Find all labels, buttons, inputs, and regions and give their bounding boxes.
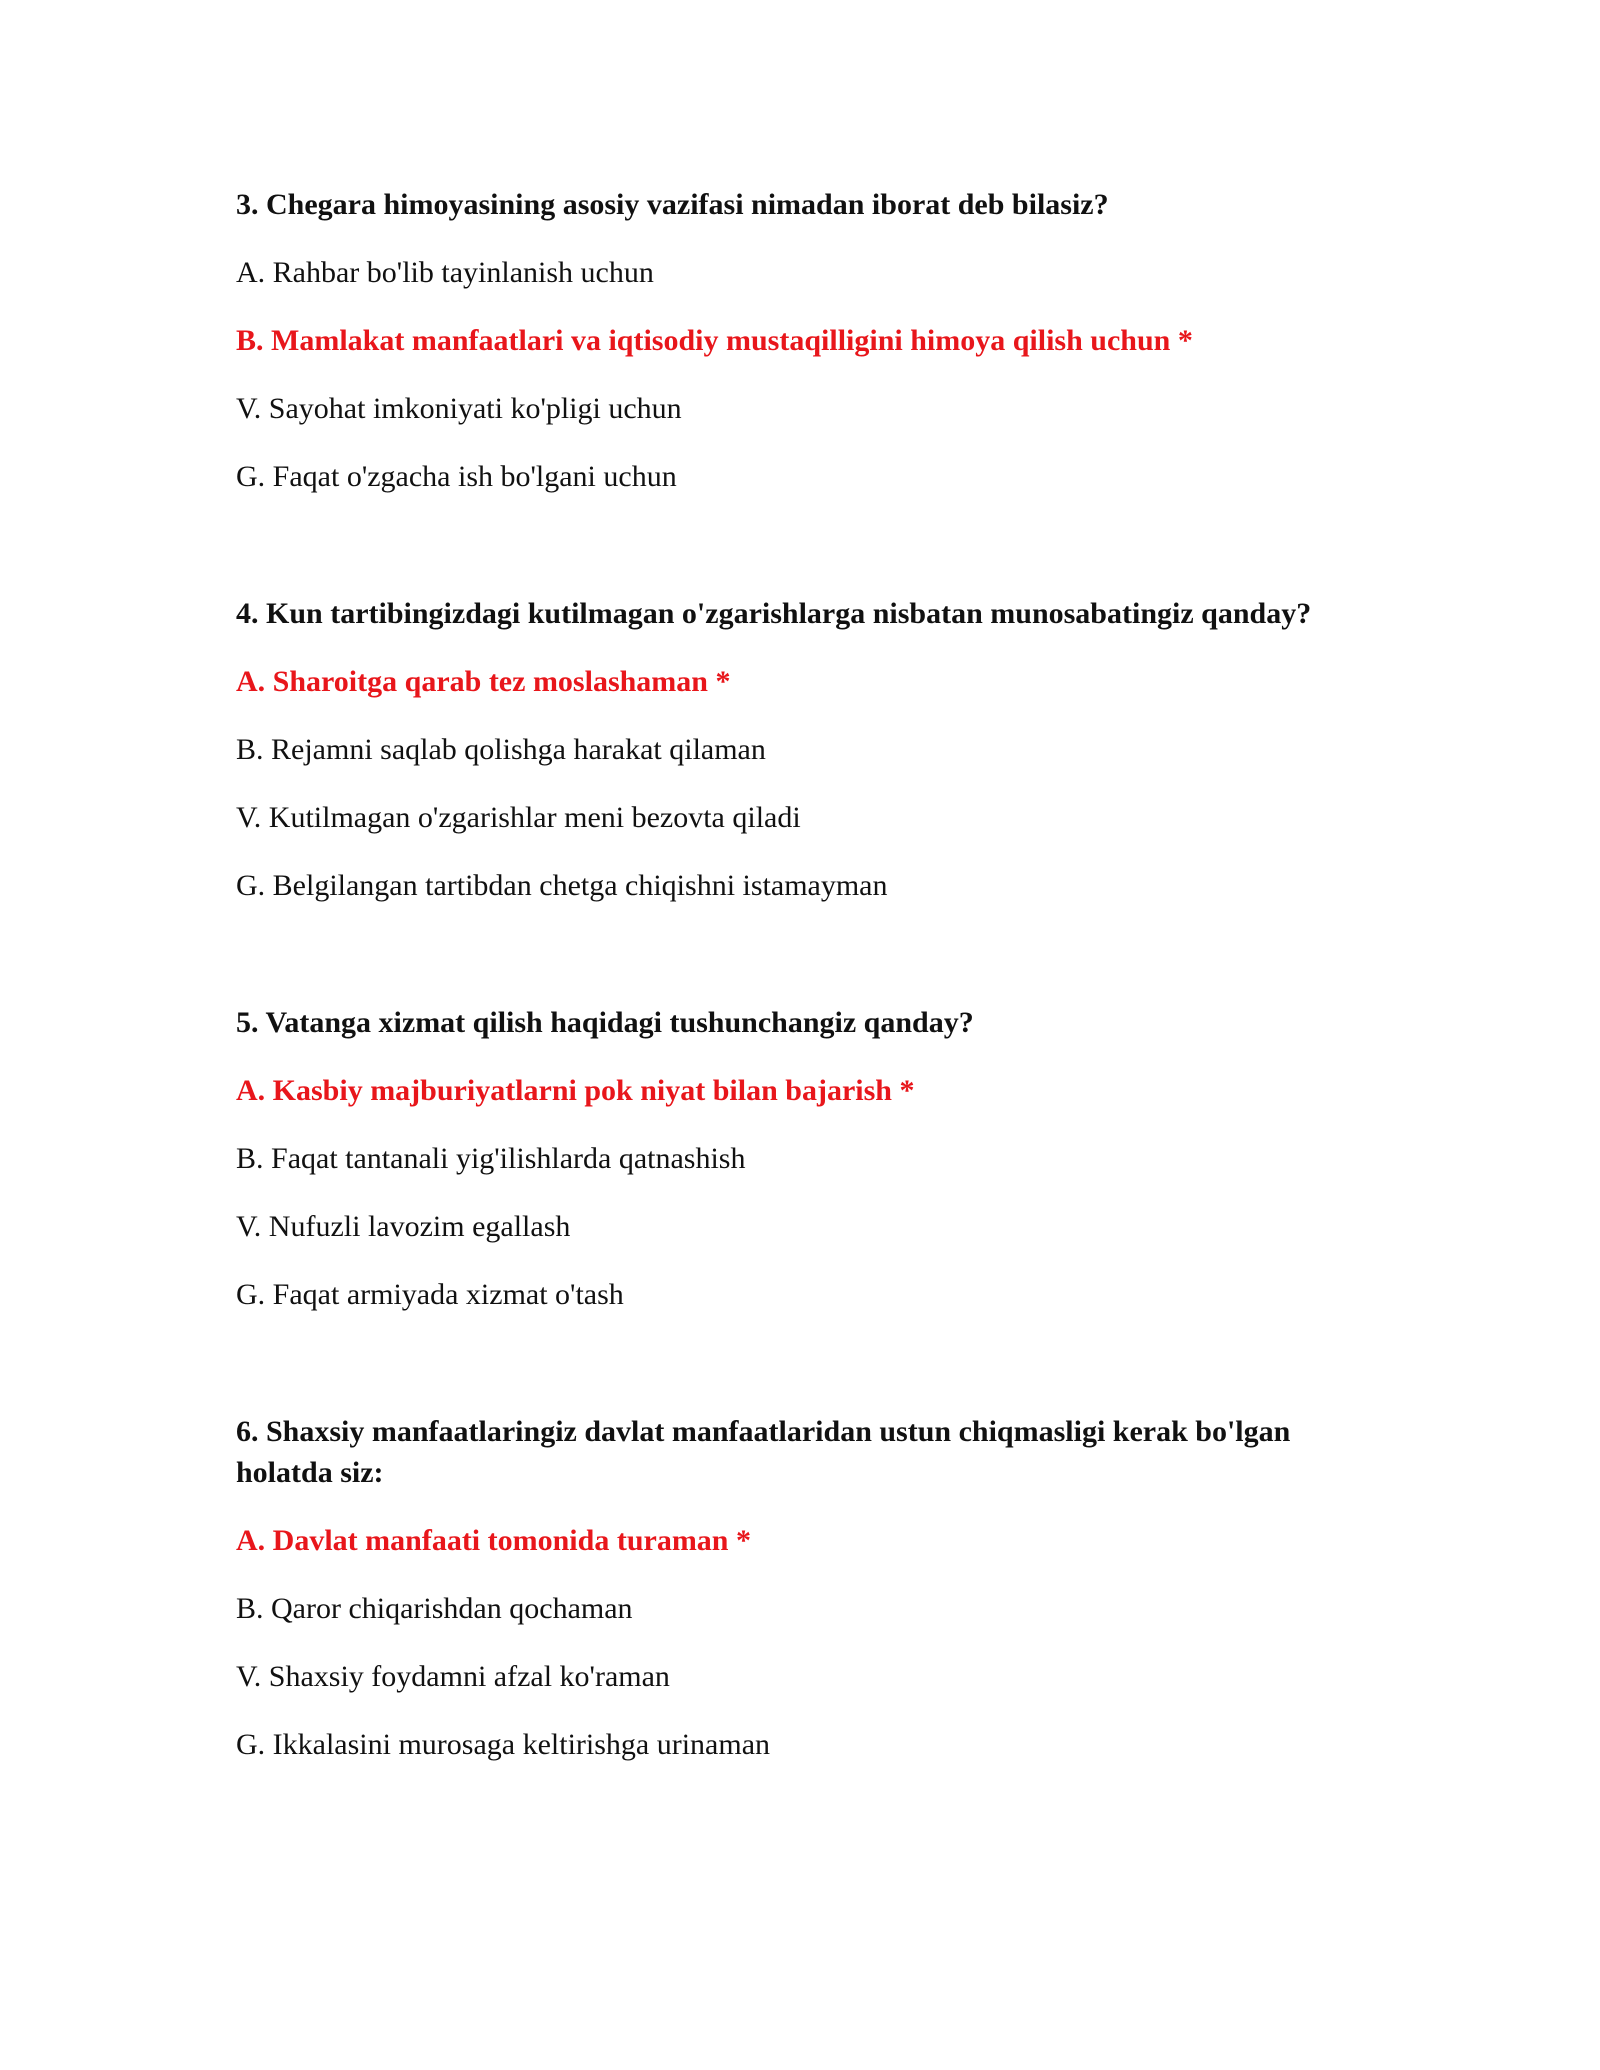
document-page — [236, 184, 1386, 1861]
question-block — [236, 184, 1386, 497]
question-text: 6. Shaxsiy manfaatlaringiz davlat manfaatlaridan ustun chiqmasligi kerak bo'lgan holatda siz: — [236, 1415, 1291, 1489]
question-text: 5. Vatanga xizmat qilish haqidagi tushunchangiz qanday? — [236, 1006, 974, 1039]
question-block — [236, 1002, 1386, 1315]
answer-option: V. Sayohat imkoniyati ko'pligi uchun — [236, 392, 682, 425]
correct-answer-option: A. Kasbiy majburiyatlarni pok niyat bilan bajarish * — [236, 1074, 915, 1107]
answer-option: G. Ikkalasini murosaga keltirishga urinaman — [236, 1728, 771, 1761]
answer-option: G. Faqat armiyada xizmat o'tash — [236, 1278, 624, 1311]
answer-option: A. Rahbar bo'lib tayinlanish uchun — [236, 256, 654, 289]
question-text: 4. Kun tartibingizdagi kutilmagan o'zgarishlarga nisbatan munosabatingiz qanday? — [236, 597, 1312, 630]
question-block — [236, 1411, 1386, 1765]
answer-option: B. Faqat tantanali yig'ilishlarda qatnashish — [236, 1142, 746, 1175]
question-block — [236, 593, 1386, 906]
correct-answer-option: B. Mamlakat manfaatlari va iqtisodiy mustaqilligini himoya qilish uchun * — [236, 324, 1193, 357]
answer-option: G. Belgilangan tartibdan chetga chiqishni istamayman — [236, 869, 888, 902]
answer-option: G. Faqat o'zgacha ish bo'lgani uchun — [236, 460, 677, 493]
answer-option: B. Qaror chiqarishdan qochaman — [236, 1592, 633, 1625]
correct-answer-option: A. Davlat manfaati tomonida turaman * — [236, 1524, 751, 1557]
answer-option: V. Kutilmagan o'zgarishlar meni bezovta qiladi — [236, 801, 801, 834]
answer-option: B. Rejamni saqlab qolishga harakat qilaman — [236, 733, 766, 766]
answer-option: V. Shaxsiy foydamni afzal ko'raman — [236, 1660, 670, 1693]
answer-option: V. Nufuzli lavozim egallash — [236, 1210, 571, 1243]
question-text: 3. Chegara himoyasining asosiy vazifasi nimadan iborat deb bilasiz? — [236, 188, 1109, 221]
correct-answer-option: A. Sharoitga qarab tez moslashaman * — [236, 665, 731, 698]
